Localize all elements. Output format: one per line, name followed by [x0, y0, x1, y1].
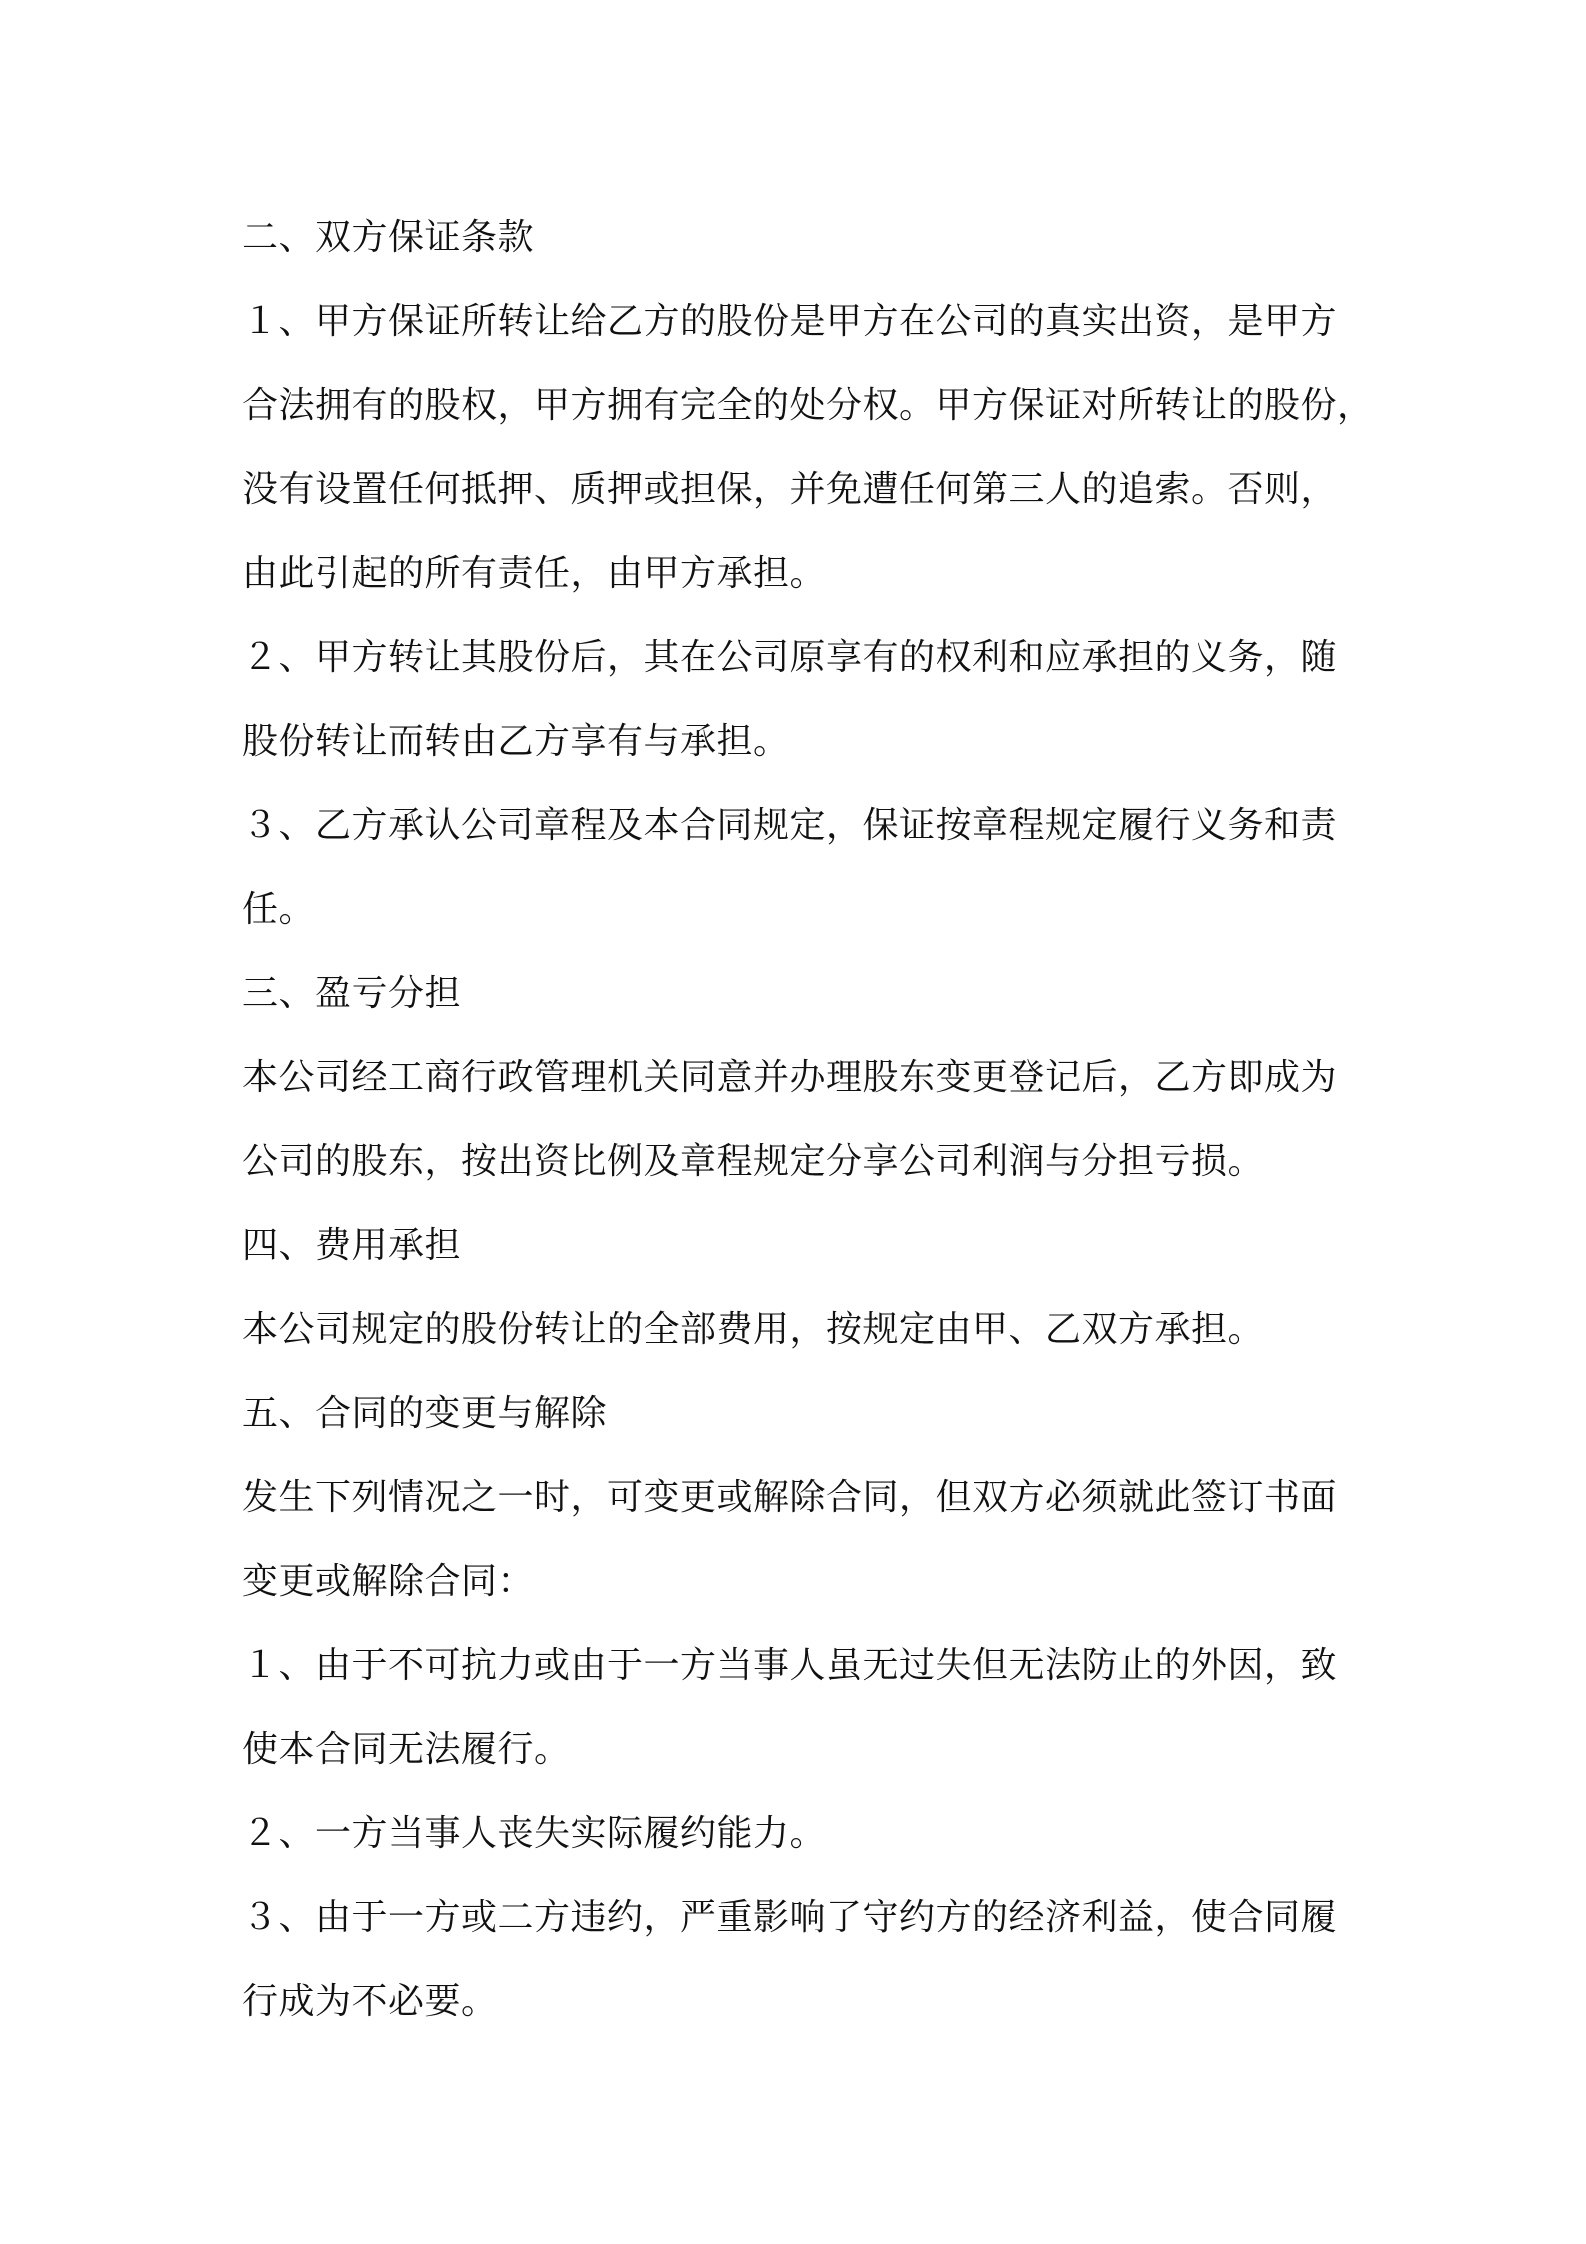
text-line: 使本合同无法履行。 [242, 1729, 571, 1770]
text-line: 变更或解除合同： [242, 1561, 535, 1602]
text-line: 合法拥有的股权，甲方拥有完全的处分权。甲方保证对所转让的股份， [242, 385, 1374, 426]
text-line: 任。 [242, 889, 316, 930]
text-line: 公司的股东，按出资比例及章程规定分享公司利润与分担亏损。 [242, 1141, 1265, 1182]
text-line: 由此引起的所有责任，由甲方承担。 [242, 553, 827, 594]
text-line: 行成为不必要。 [242, 1981, 498, 2022]
section-heading-profit-loss: 三、盈亏分担 [242, 973, 462, 1014]
text-line: 没有设置任何抵押、质押或担保，并免遭任何第三人的追索。否则， [242, 469, 1338, 510]
text-line: 发生下列情况之一时，可变更或解除合同，但双方必须就此签订书面 [242, 1477, 1338, 1518]
text-line: ３、乙方承认公司章程及本合同规定，保证按章程规定履行义务和责 [242, 805, 1338, 846]
section-heading-expenses: 四、费用承担 [242, 1225, 462, 1266]
text-line: １、甲方保证所转让给乙方的股份是甲方在公司的真实出资，是甲方 [242, 301, 1338, 342]
text-line: １、由于不可抗力或由于一方当事人虽无过失但无法防止的外因，致 [242, 1645, 1338, 1686]
section-heading-change-termination: 五、合同的变更与解除 [242, 1393, 608, 1434]
document-body [242, 196, 1374, 2044]
text-line: ２、甲方转让其股份后，其在公司原享有的权利和应承担的义务，随 [242, 637, 1338, 678]
text-line: 本公司经工商行政管理机关同意并办理股东变更登记后，乙方即成为 [242, 1057, 1338, 1098]
text-line: 股份转让而转由乙方享有与承担。 [242, 721, 790, 762]
text-line: ３、由于一方或二方违约，严重影响了守约方的经济利益，使合同履 [242, 1897, 1338, 1938]
section-heading-guarantee: 二、双方保证条款 [242, 217, 535, 258]
text-line: 本公司规定的股份转让的全部费用，按规定由甲、乙双方承担。 [242, 1309, 1265, 1350]
text-line: ２、一方当事人丧失实际履约能力。 [242, 1813, 827, 1854]
